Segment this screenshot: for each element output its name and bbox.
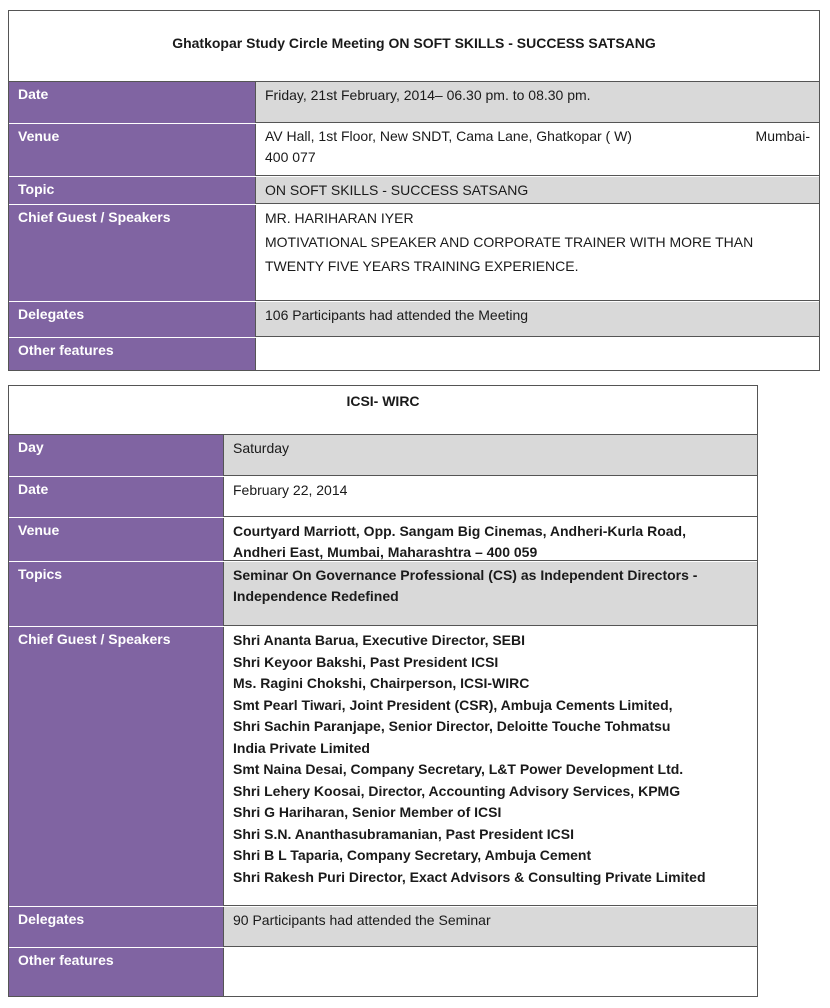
row-value: 90 Participants had attended the Seminar (224, 907, 757, 947)
row-label: Chief Guest / Speakers (9, 205, 256, 301)
table-title: ICSI- WIRC (9, 386, 757, 435)
speaker-line: Shri S.N. Ananthasubramanian, Past President ICSI (233, 825, 575, 842)
row-guests (9, 205, 819, 302)
row-guests (9, 627, 757, 907)
topic-line: Independence Redefined (233, 588, 399, 604)
row-label: Chief Guest / Speakers (9, 627, 224, 906)
row-label: Other features (9, 338, 256, 370)
speaker-line: Shri G Hariharan, Senior Member of ICSI (233, 804, 502, 820)
row-venue (9, 124, 819, 177)
row-delegates (9, 302, 819, 338)
row-delegates (9, 907, 757, 948)
row-value (256, 338, 819, 370)
venue-line: Courtyard Marriott, Opp. Sangam Big Cinemas, Andheri-Kurla Road, (233, 523, 686, 539)
venue-text: AV Hall, 1st Floor, New SNDT, Cama Lane, Ghatkopar ( W) (265, 128, 632, 144)
row-value: Saturday (224, 435, 757, 476)
row-date (9, 82, 819, 124)
row-label: Other features (9, 948, 224, 996)
speaker-line: Shri Keyoor Bakshi, Past President ICSI (233, 653, 499, 670)
row-venue (9, 518, 757, 562)
row-label: Topics (9, 562, 224, 626)
row-value (224, 948, 757, 996)
row-label: Delegates (9, 302, 256, 337)
row-label: Date (9, 82, 256, 123)
speaker-line: Shri Rakesh Puri Director, Exact Advisors & Consulting Private Limited (233, 868, 706, 885)
row-label: Delegates (9, 907, 224, 947)
row-topic (9, 177, 819, 205)
speaker-line: Smt Naina Desai, Company Secretary, L&T Power Development Ltd. (233, 761, 684, 777)
speaker-line: Smt Pearl Tiwari, Joint President (CSR), Ambuja Cements Limited, (233, 696, 673, 713)
venue-pin: 400 077 (265, 149, 316, 165)
speaker-line: Shri Sachin Paranjape, Senior Director, Deloitte Touche Tohmatsu (233, 718, 671, 734)
guest-line: TWENTY FIVE YEARS TRAINING EXPERIENCE. (265, 258, 579, 274)
row-value: February 22, 2014 (224, 477, 757, 517)
row-topics (9, 562, 757, 627)
speaker-line: Shri Lehery Koosai, Director, Accounting Advisory Services, KPMG (233, 782, 681, 799)
venue-line: Andheri East, Mumbai, Maharashtra – 400 059 (233, 544, 538, 560)
row-label: Venue (9, 518, 224, 561)
row-value: 106 Participants had attended the Meeting (256, 302, 819, 337)
speaker-line: Shri B L Taparia, Company Secretary, Ambuja Cement (233, 847, 592, 863)
row-label: Day (9, 435, 224, 476)
row-label: Date (9, 477, 224, 517)
topic-line: Seminar On Governance Professional (CS) as Independent Directors - (233, 567, 698, 583)
row-other-features (9, 948, 757, 996)
guest-line: MOTIVATIONAL SPEAKER AND CORPORATE TRAINER WITH MORE THAN (265, 234, 754, 250)
row-date (9, 477, 757, 518)
row-value: ON SOFT SKILLS - SUCCESS SATSANG (256, 177, 819, 204)
row-label: Venue (9, 124, 256, 176)
venue-city: Mumbai- (755, 128, 810, 144)
row-value (224, 518, 757, 561)
row-value (256, 124, 819, 176)
guest-line: MR. HARIHARAN IYER (265, 210, 414, 226)
row-other-features (9, 338, 819, 370)
table-title: Ghatkopar Study Circle Meeting ON SOFT SKILLS - SUCCESS SATSANG (9, 11, 819, 82)
row-value (256, 205, 819, 301)
ghatkopar-meeting-table (8, 10, 820, 371)
speaker-line: Shri Ananta Barua, Executive Director, SEBI (233, 632, 526, 648)
row-value (224, 627, 757, 906)
row-value: Friday, 21st February, 2014– 06.30 pm. to 08.30 pm. (256, 82, 819, 123)
row-label: Topic (9, 177, 256, 204)
icsi-wirc-table (8, 385, 758, 997)
row-day (9, 435, 757, 477)
speaker-line: India Private Limited (233, 739, 370, 756)
row-value (224, 562, 757, 626)
speaker-line: Ms. Ragini Chokshi, Chairperson, ICSI-WIRC (233, 675, 530, 691)
